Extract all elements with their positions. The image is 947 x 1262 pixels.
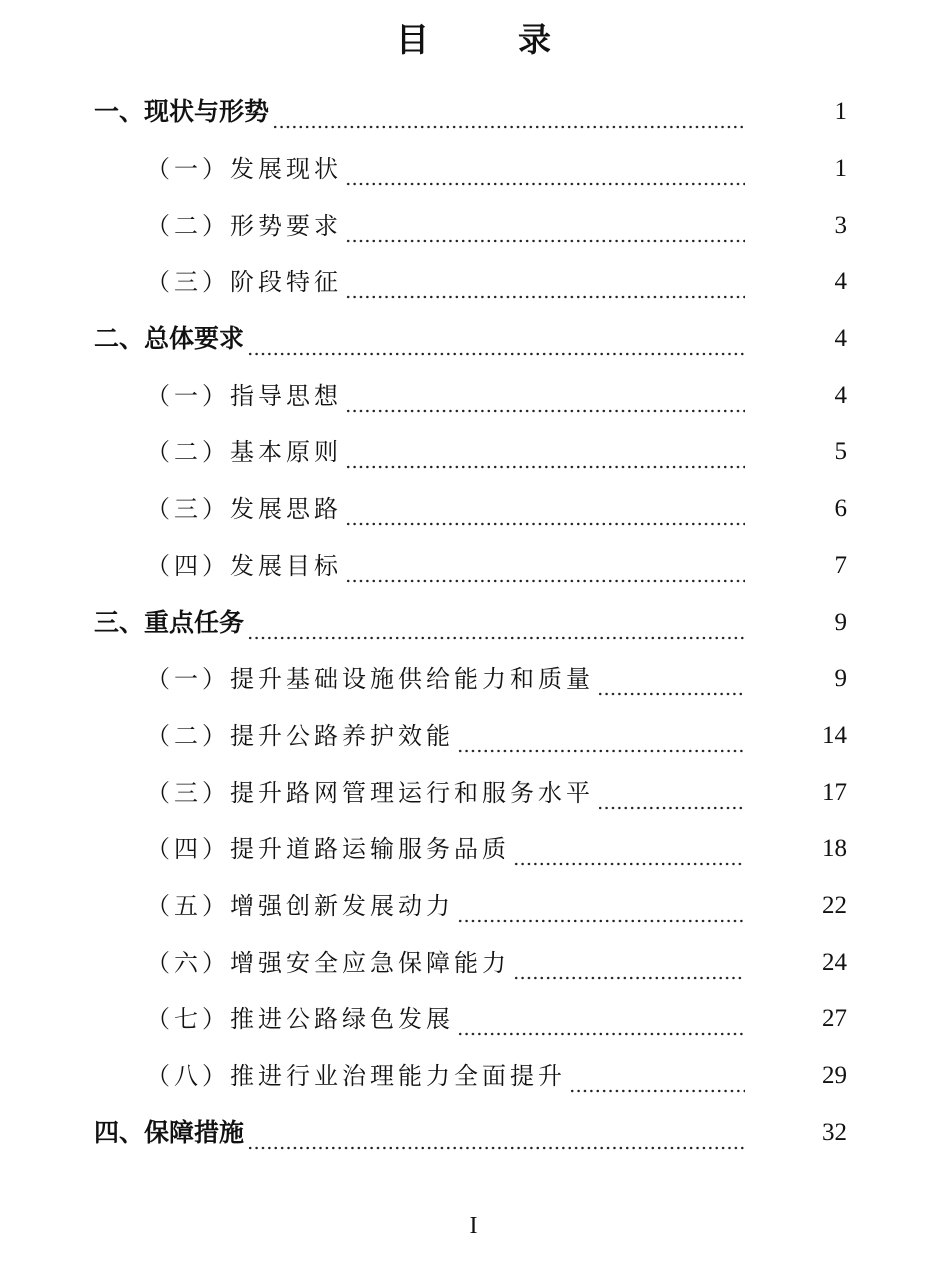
toc-page-cell [747, 892, 947, 920]
dot-leader [513, 958, 745, 980]
toc-entry-title: （八）推进行业治理能力全面提升 [146, 1062, 566, 1091]
toc-section-entry[interactable] [0, 594, 947, 651]
toc-entry-page-number: 3 [834, 211, 847, 239]
toc-subsection-entry[interactable] [0, 878, 947, 935]
toc-entry-title: （三）发展思路 [146, 495, 342, 524]
toc-subsection-entry[interactable] [0, 991, 947, 1048]
dot-leader [247, 334, 745, 356]
dot-leader [247, 618, 745, 640]
dot-leader [345, 164, 745, 186]
toc-page-cell [747, 212, 947, 240]
toc-entry-page-number: 5 [834, 438, 847, 466]
toc-entry-title: （一）提升基础设施供给能力和质量 [146, 665, 594, 694]
toc-entry-page-number: 24 [822, 948, 847, 976]
toc-entry-page-number: 6 [834, 495, 847, 523]
toc-entry-page-number: 4 [834, 381, 847, 409]
toc-subsection-entry[interactable] [0, 367, 947, 424]
toc-entry-title: （一）指导思想 [146, 381, 342, 410]
toc-entry-title: （二）形势要求 [146, 211, 342, 240]
toc-entry-title: （七）推进公路绿色发展 [146, 1005, 454, 1034]
toc-subsection-entry[interactable] [0, 254, 947, 311]
dot-leader [569, 1071, 745, 1093]
toc-page-cell [747, 1062, 947, 1090]
dot-leader [345, 504, 745, 526]
toc-entry-page-number: 7 [834, 551, 847, 579]
toc-entry-page-number: 9 [834, 665, 847, 693]
toc-page-cell [747, 98, 947, 126]
toc-subsection-entry[interactable] [0, 934, 947, 991]
dot-leader [345, 221, 745, 243]
toc-entry-title: 三、重点任务 [94, 607, 245, 637]
dot-leader [345, 561, 745, 583]
toc-entry-title: 一、现状与形势 [94, 97, 270, 127]
toc-page-cell [747, 382, 947, 410]
toc-page-cell [747, 609, 947, 637]
dot-leader [247, 1128, 745, 1150]
toc-page-cell [747, 835, 947, 863]
toc-entry-page-number: 1 [834, 98, 847, 126]
toc-section-entry[interactable] [0, 311, 947, 368]
toc-entry-page-number: 9 [834, 608, 847, 636]
toc-page-cell [747, 722, 947, 750]
toc-entry-page-number: 29 [822, 1062, 847, 1090]
toc-entry-title: （五）增强创新发展动力 [146, 891, 454, 920]
dot-leader [272, 107, 745, 129]
toc-subsection-entry[interactable] [0, 821, 947, 878]
dot-leader [345, 277, 745, 299]
toc-section-entry[interactable] [0, 1104, 947, 1161]
toc-page-cell [747, 779, 947, 807]
toc-entry-page-number: 17 [822, 778, 847, 806]
toc-page-cell [747, 1005, 947, 1033]
toc-entry-page-number: 14 [822, 721, 847, 749]
table-of-contents [0, 84, 947, 1161]
dot-leader [345, 447, 745, 469]
toc-entry-page-number: 1 [834, 155, 847, 183]
toc-subsection-entry[interactable] [0, 651, 947, 708]
toc-subsection-entry[interactable] [0, 481, 947, 538]
toc-entry-page-number: 18 [822, 835, 847, 863]
dot-leader [457, 901, 745, 923]
toc-page-cell [747, 552, 947, 580]
dot-leader [457, 1014, 745, 1036]
toc-subsection-entry[interactable] [0, 197, 947, 254]
dot-leader [597, 674, 745, 696]
dot-leader [345, 391, 745, 413]
dot-leader [597, 788, 745, 810]
page-number: I [469, 1213, 478, 1239]
toc-page-cell [747, 155, 947, 183]
toc-entry-title: （一）发展现状 [146, 155, 342, 184]
toc-subsection-entry[interactable] [0, 424, 947, 481]
toc-entry-page-number: 32 [822, 1118, 847, 1146]
toc-entry-page-number: 22 [822, 891, 847, 919]
toc-subsection-entry[interactable] [0, 1048, 947, 1105]
toc-entry-title: （三）提升路网管理运行和服务水平 [146, 778, 594, 807]
toc-section-entry[interactable] [0, 84, 947, 141]
toc-entry-title: （二）基本原则 [146, 438, 342, 467]
toc-page-cell [747, 495, 947, 523]
toc-entry-page-number: 4 [834, 325, 847, 353]
dot-leader [513, 844, 745, 866]
toc-entry-title: （四）发展目标 [146, 551, 342, 580]
toc-subsection-entry[interactable] [0, 764, 947, 821]
toc-page-cell [747, 268, 947, 296]
toc-entry-title: 四、保障措施 [94, 1117, 245, 1147]
dot-leader [457, 731, 745, 753]
toc-entry-title: （三）阶段特征 [146, 268, 342, 297]
toc-page-cell [747, 665, 947, 693]
toc-subsection-entry[interactable] [0, 538, 947, 595]
toc-entry-page-number: 27 [822, 1005, 847, 1033]
toc-entry-title: （四）提升道路运输服务品质 [146, 835, 510, 864]
page-title: 目 录 [396, 20, 579, 59]
toc-page-cell [747, 325, 947, 353]
toc-page-cell [747, 1119, 947, 1147]
toc-entry-title: （六）增强安全应急保障能力 [146, 948, 510, 977]
toc-subsection-entry[interactable] [0, 708, 947, 765]
toc-subsection-entry[interactable] [0, 141, 947, 198]
toc-entry-title: 二、总体要求 [94, 324, 245, 354]
toc-page-cell [747, 949, 947, 977]
toc-entry-page-number: 4 [834, 268, 847, 296]
toc-entry-title: （二）提升公路养护效能 [146, 721, 454, 750]
toc-page-cell [747, 438, 947, 466]
